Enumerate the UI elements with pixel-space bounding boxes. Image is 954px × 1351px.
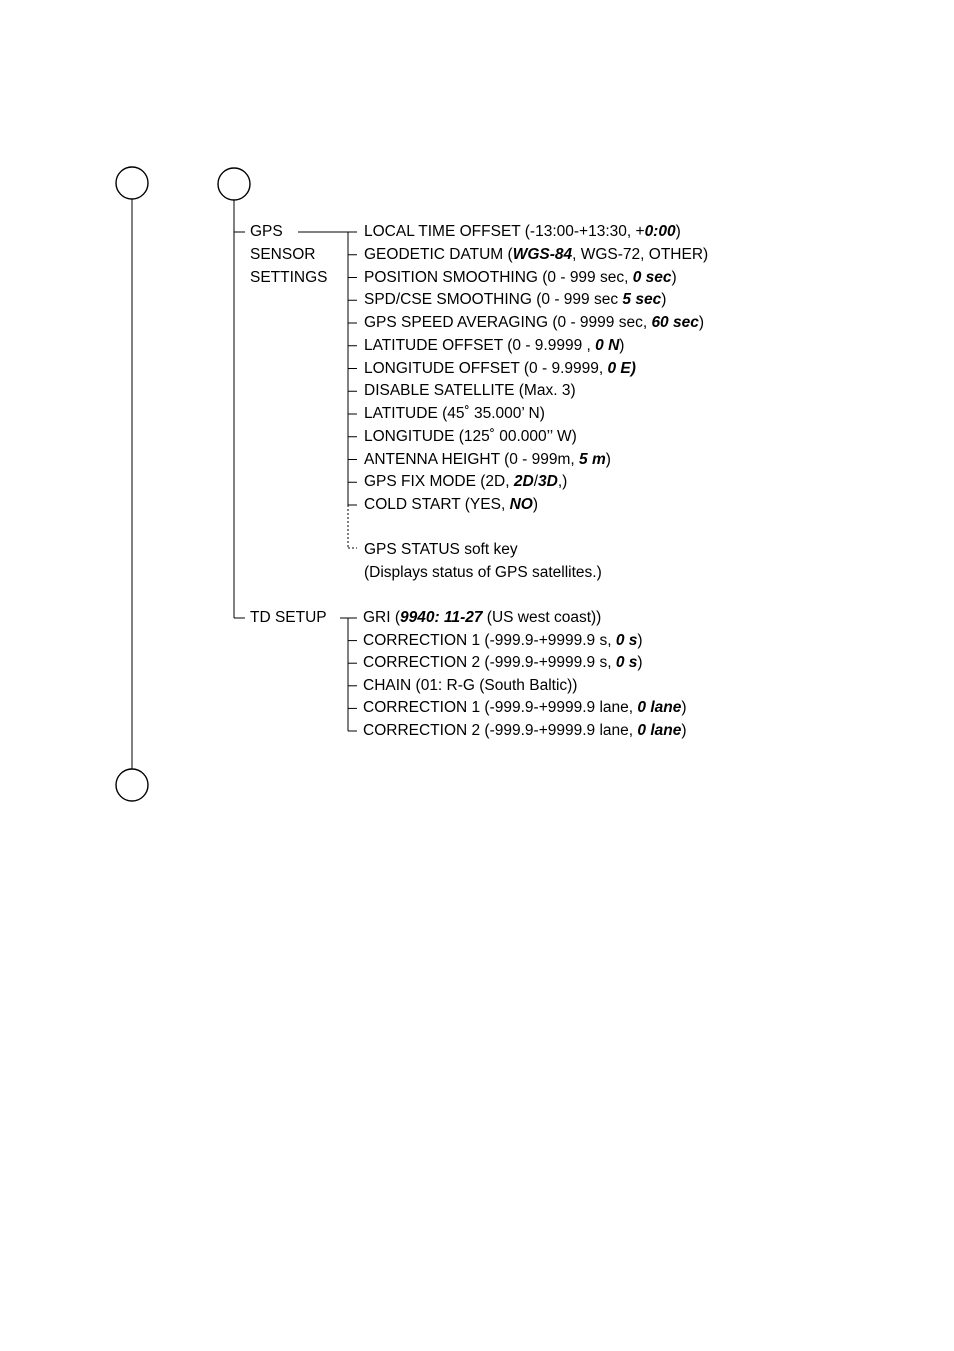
gps-setting-item [364,496,538,514]
default-value: 5 sec [622,291,662,309]
gps-setting-item [364,269,677,287]
item-text: LOCAL TIME OFFSET (-13:00-+13:30, + [364,223,645,240]
td-setting-item [363,654,643,672]
default-value: 9940: 11-27 [400,609,483,626]
item-text: / [533,473,538,491]
td-setting-item [363,699,687,717]
default-value: NO [509,496,533,513]
item-text: LONGITUDE (125˚ 00.000’’ W) [364,427,577,445]
item-text: GPS FIX MODE (2D, [364,473,514,491]
item-text: CORRECTION 1 (-999.9-+9999.9 s, [363,631,616,649]
default-value: 0 s [615,654,638,672]
default-value: 0 N [595,336,620,354]
item-text: ) [532,496,538,513]
gps-setting-item [364,337,624,355]
item-text: ) [619,336,625,354]
item-text: ) [605,450,611,468]
gps-setting-item [364,382,576,400]
item-text: LATITUDE OFFSET (0 - 9.9999 , [364,336,596,354]
item-text: , WGS-72, OTHER) [572,245,709,263]
item-text: ANTENNA HEIGHT (0 - 999m, [364,450,580,468]
connector-circle-top-right [218,168,250,200]
td-setup-label: TD SETUP [250,609,327,626]
gps-setting-item [364,473,567,491]
default-value: 3D [538,473,558,491]
gps-setting-item [364,360,636,378]
item-text: GRI ( [363,609,401,626]
gps-setting-item [364,405,545,423]
gps-status-softkey-label: GPS STATUS soft key [364,541,518,558]
connector-circle-bottom-left [116,769,148,801]
item-text: ) [637,654,643,672]
item-text: (US west coast)) [482,609,602,626]
gps-label-line-2: SENSOR [250,246,316,263]
item-text: DISABLE SATELLITE (Max. 3) [364,382,576,400]
default-value: 0 lane [637,699,682,717]
item-text: LATITUDE (45˚ 35.000’ N) [364,405,545,422]
connector-circle-top-left [116,167,148,199]
item-text: GPS SPEED AVERAGING (0 - 9999 sec, [364,314,652,331]
item-text: CORRECTION 1 (-999.9-+9999.9 lane, [363,699,638,717]
gps-setting-item [364,314,704,332]
item-text: POSITION SMOOTHING (0 - 999 sec, [364,268,633,286]
gps-label-line-1: GPS [250,223,283,240]
default-value: 0 sec [632,268,672,286]
default-value: 0:00 [644,223,676,240]
default-value: 0 s [615,631,638,649]
item-text: CORRECTION 2 (-999.9-+9999.9 s, [363,654,616,672]
gps-status-softkey-description: (Displays status of GPS satellites.) [364,564,602,581]
gps-setting-item [364,451,611,469]
default-value: 2D [513,473,534,491]
td-setting-item [363,677,577,695]
item-text: ) [661,291,667,309]
item-text: ) [675,223,681,240]
td-setting-item [363,632,643,650]
item-text: COLD START (YES, [364,496,510,513]
item-text: LONGITUDE OFFSET (0 - 9.9999, [364,359,608,377]
item-text: GEODETIC DATUM ( [364,245,513,263]
gps-setting-item [364,223,681,241]
item-text: ) [681,722,687,739]
td-setting-item [363,722,687,740]
default-value: WGS-84 [512,245,573,263]
item-text: SPD/CSE SMOOTHING (0 - 999 sec [364,291,623,309]
gps-setting-item [364,291,666,309]
item-text: ) [671,268,677,286]
item-text: ,) [557,473,568,491]
item-text: ) [681,699,687,717]
item-text: ) [698,314,705,331]
default-value: 0 lane [637,722,682,739]
default-value: 0 E) [607,359,636,377]
default-value: 5 m [579,450,606,468]
gps-label-line-3: SETTINGS [250,269,328,286]
item-text: CHAIN (01: R-G (South Baltic)) [363,676,578,694]
item-text: ) [637,631,643,649]
td-setting-item [363,609,601,627]
gps-setting-item [364,246,708,264]
item-text: CORRECTION 2 (-999.9-+9999.9 lane, [363,722,638,739]
gps-setting-item [364,428,577,446]
default-value: 60 sec [651,314,699,331]
